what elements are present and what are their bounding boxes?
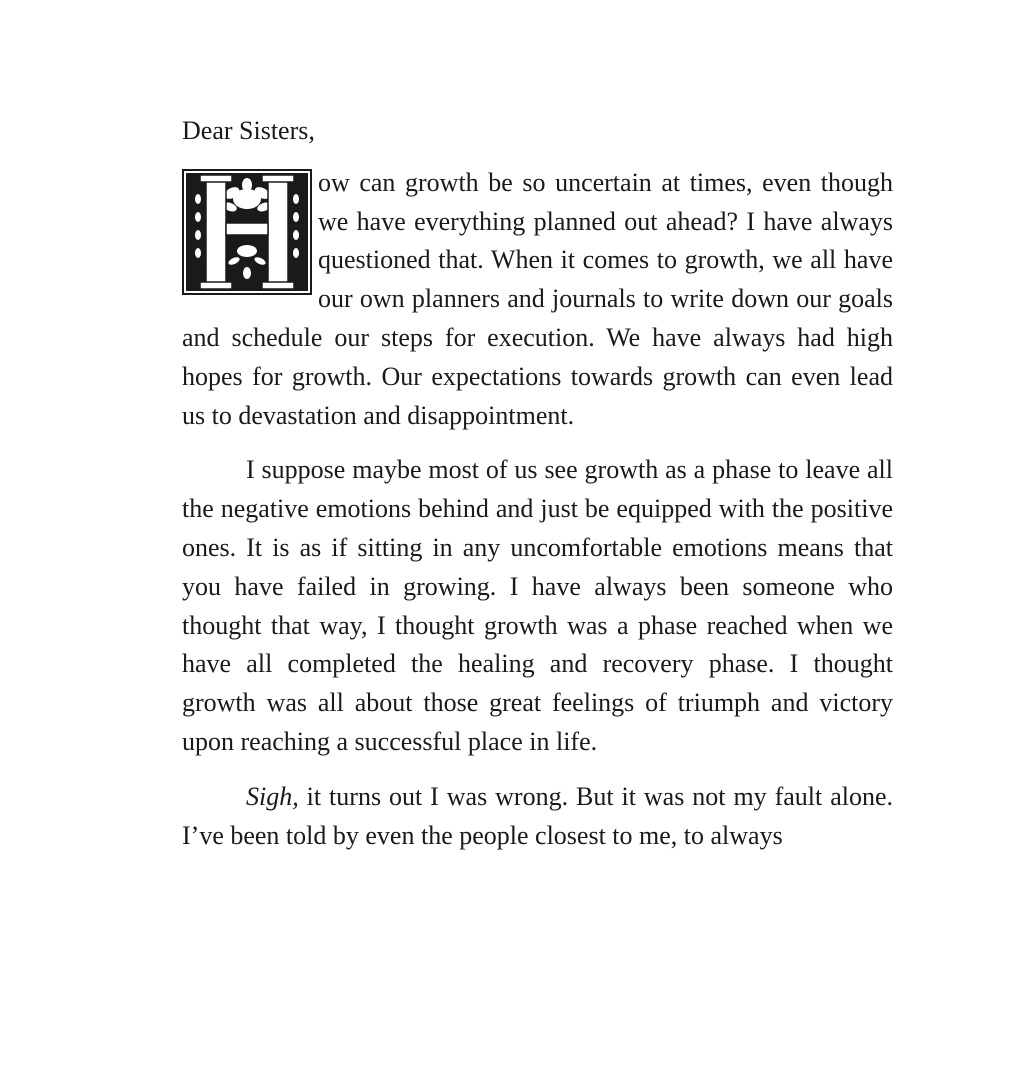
paragraph-2: I suppose maybe most of us see growth as a phase to leave all the negative emotions behind and just be equipped with the positive ones. It is as if sitting in any uncomfortable emotions means that you have failed in growing. I have always been someone who thought that way, I thought growth was a phase reached when we have all completed the healing and recovery phase. I thought growth was all about those great feelings of triumph and victory upon reaching a successful place in life. — [182, 455, 893, 756]
paragraph-3-italic: Sigh, — [246, 781, 299, 811]
salutation: Dear Sisters, — [182, 116, 315, 145]
paragraph-1 — [182, 164, 893, 436]
ornamental-drop-cap-h-icon — [182, 169, 312, 295]
letter-page — [182, 112, 893, 871]
paragraph-3 — [182, 778, 893, 856]
paragraph-3-text: it turns out I was wrong. But it was not my fault alone. I’ve been told by even the people closest to me, to always — [182, 781, 893, 850]
paragraph-1-text: ow can growth be so uncertain at times, even though we have everything planned out ahead? I have always questioned that. When it comes to growth, we all have our own planners and journals to write down our goals and schedule our steps for execution. We have always had high hopes for growth. Our expectations towards growth can even lead us to devastation and disappointment. — [182, 167, 893, 430]
